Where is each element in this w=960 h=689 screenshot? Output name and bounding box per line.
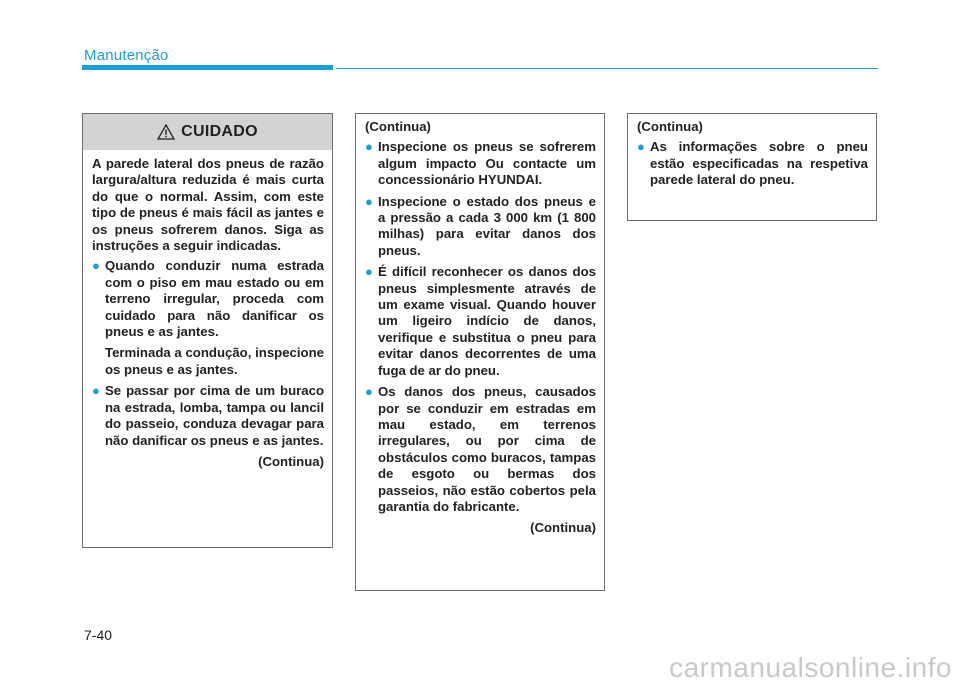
header-rule-thin: [336, 68, 878, 69]
bullet-dot-icon: ●: [365, 384, 373, 400]
continued-label: (Continua): [258, 453, 324, 469]
page-number: 7-40: [84, 627, 113, 643]
list-item: [365, 384, 596, 515]
list-item-text: Inspecione os pneus se sofrerem algum impacto Ou contacte um concessionário HYUNDAI.: [378, 139, 596, 188]
list-item: [365, 139, 596, 188]
box-2-body: [356, 114, 604, 537]
bullet-dot-icon: ●: [365, 193, 373, 209]
bullet-dot-icon: ●: [365, 264, 373, 280]
caution-title: CUIDADO: [181, 123, 258, 140]
list-item: [365, 194, 596, 260]
section-title: Manutenção: [84, 47, 169, 64]
list-item-text: Os danos dos pneus, causados por se conduzir em estradas em mau estado, em terrenos irregulares, ou por cima de obstáculos como buracos, tampas de esgoto ou bermas dos passeios, não estão cobertos pela garantia do fabricante.: [378, 384, 596, 514]
continued-top-label: (Continua): [637, 119, 703, 134]
caution-header: [83, 114, 332, 150]
header-rule-thick: [82, 65, 333, 70]
bullet-dot-icon: ●: [637, 139, 645, 155]
caution-box: [82, 113, 333, 548]
list-item-subtext: Terminada a condução, inspecione os pneus e as jantes.: [105, 345, 324, 377]
list-item: [637, 139, 868, 188]
bullet-dot-icon: ●: [92, 383, 100, 399]
list-item-text: As informações sobre o pneu estão especificadas na respetiva parede lateral do pneu.: [650, 139, 868, 188]
list-item: [92, 383, 324, 449]
continued-label: (Continua): [530, 520, 596, 536]
list-item-text: É difícil reconhecer os danos dos pneus simplesmente através de um exame visual. Quando houver um ligeiro indício de danos, verifique e substitua o pneu para evitar danos decorrentes de uma fuga de ar do pneu.: [378, 264, 596, 378]
caution-body: [83, 150, 332, 470]
list-item-text: Se passar por cima de um buraco na estrada, lomba, tampa ou lancil do passeio, conduza devagar para não danificar os pneus e as jantes.: [105, 383, 324, 448]
continued-top-label: (Continua): [365, 119, 431, 134]
list-item: [92, 258, 324, 340]
list-item-text: Quando conduzir numa estrada com o piso em mau estado ou em terreno irregular, proceda com cuidado para não danificar os pneus e as jantes.: [105, 258, 324, 340]
continued-box-3: [627, 113, 877, 221]
caution-intro: A parede lateral dos pneus de razão largura/altura reduzida é mais curta do que o normal. Assim, com este tipo de pneus é mais fácil as jantes e os pneus sofrerem danos. Siga as instruções a seguir indicadas.: [92, 156, 324, 254]
continued-box-2: [355, 113, 605, 591]
bullet-dot-icon: ●: [365, 139, 373, 155]
warning-triangle-icon: [157, 124, 175, 140]
bullet-dot-icon: ●: [92, 258, 100, 274]
list-item: [365, 264, 596, 379]
box-3-body: [628, 114, 876, 189]
list-item-text: Inspecione o estado dos pneus e a pressão a cada 3 000 km (1 800 milhas) para evitar danos dos pneus.: [378, 193, 596, 258]
watermark: carmanualsonline.info: [669, 652, 952, 683]
